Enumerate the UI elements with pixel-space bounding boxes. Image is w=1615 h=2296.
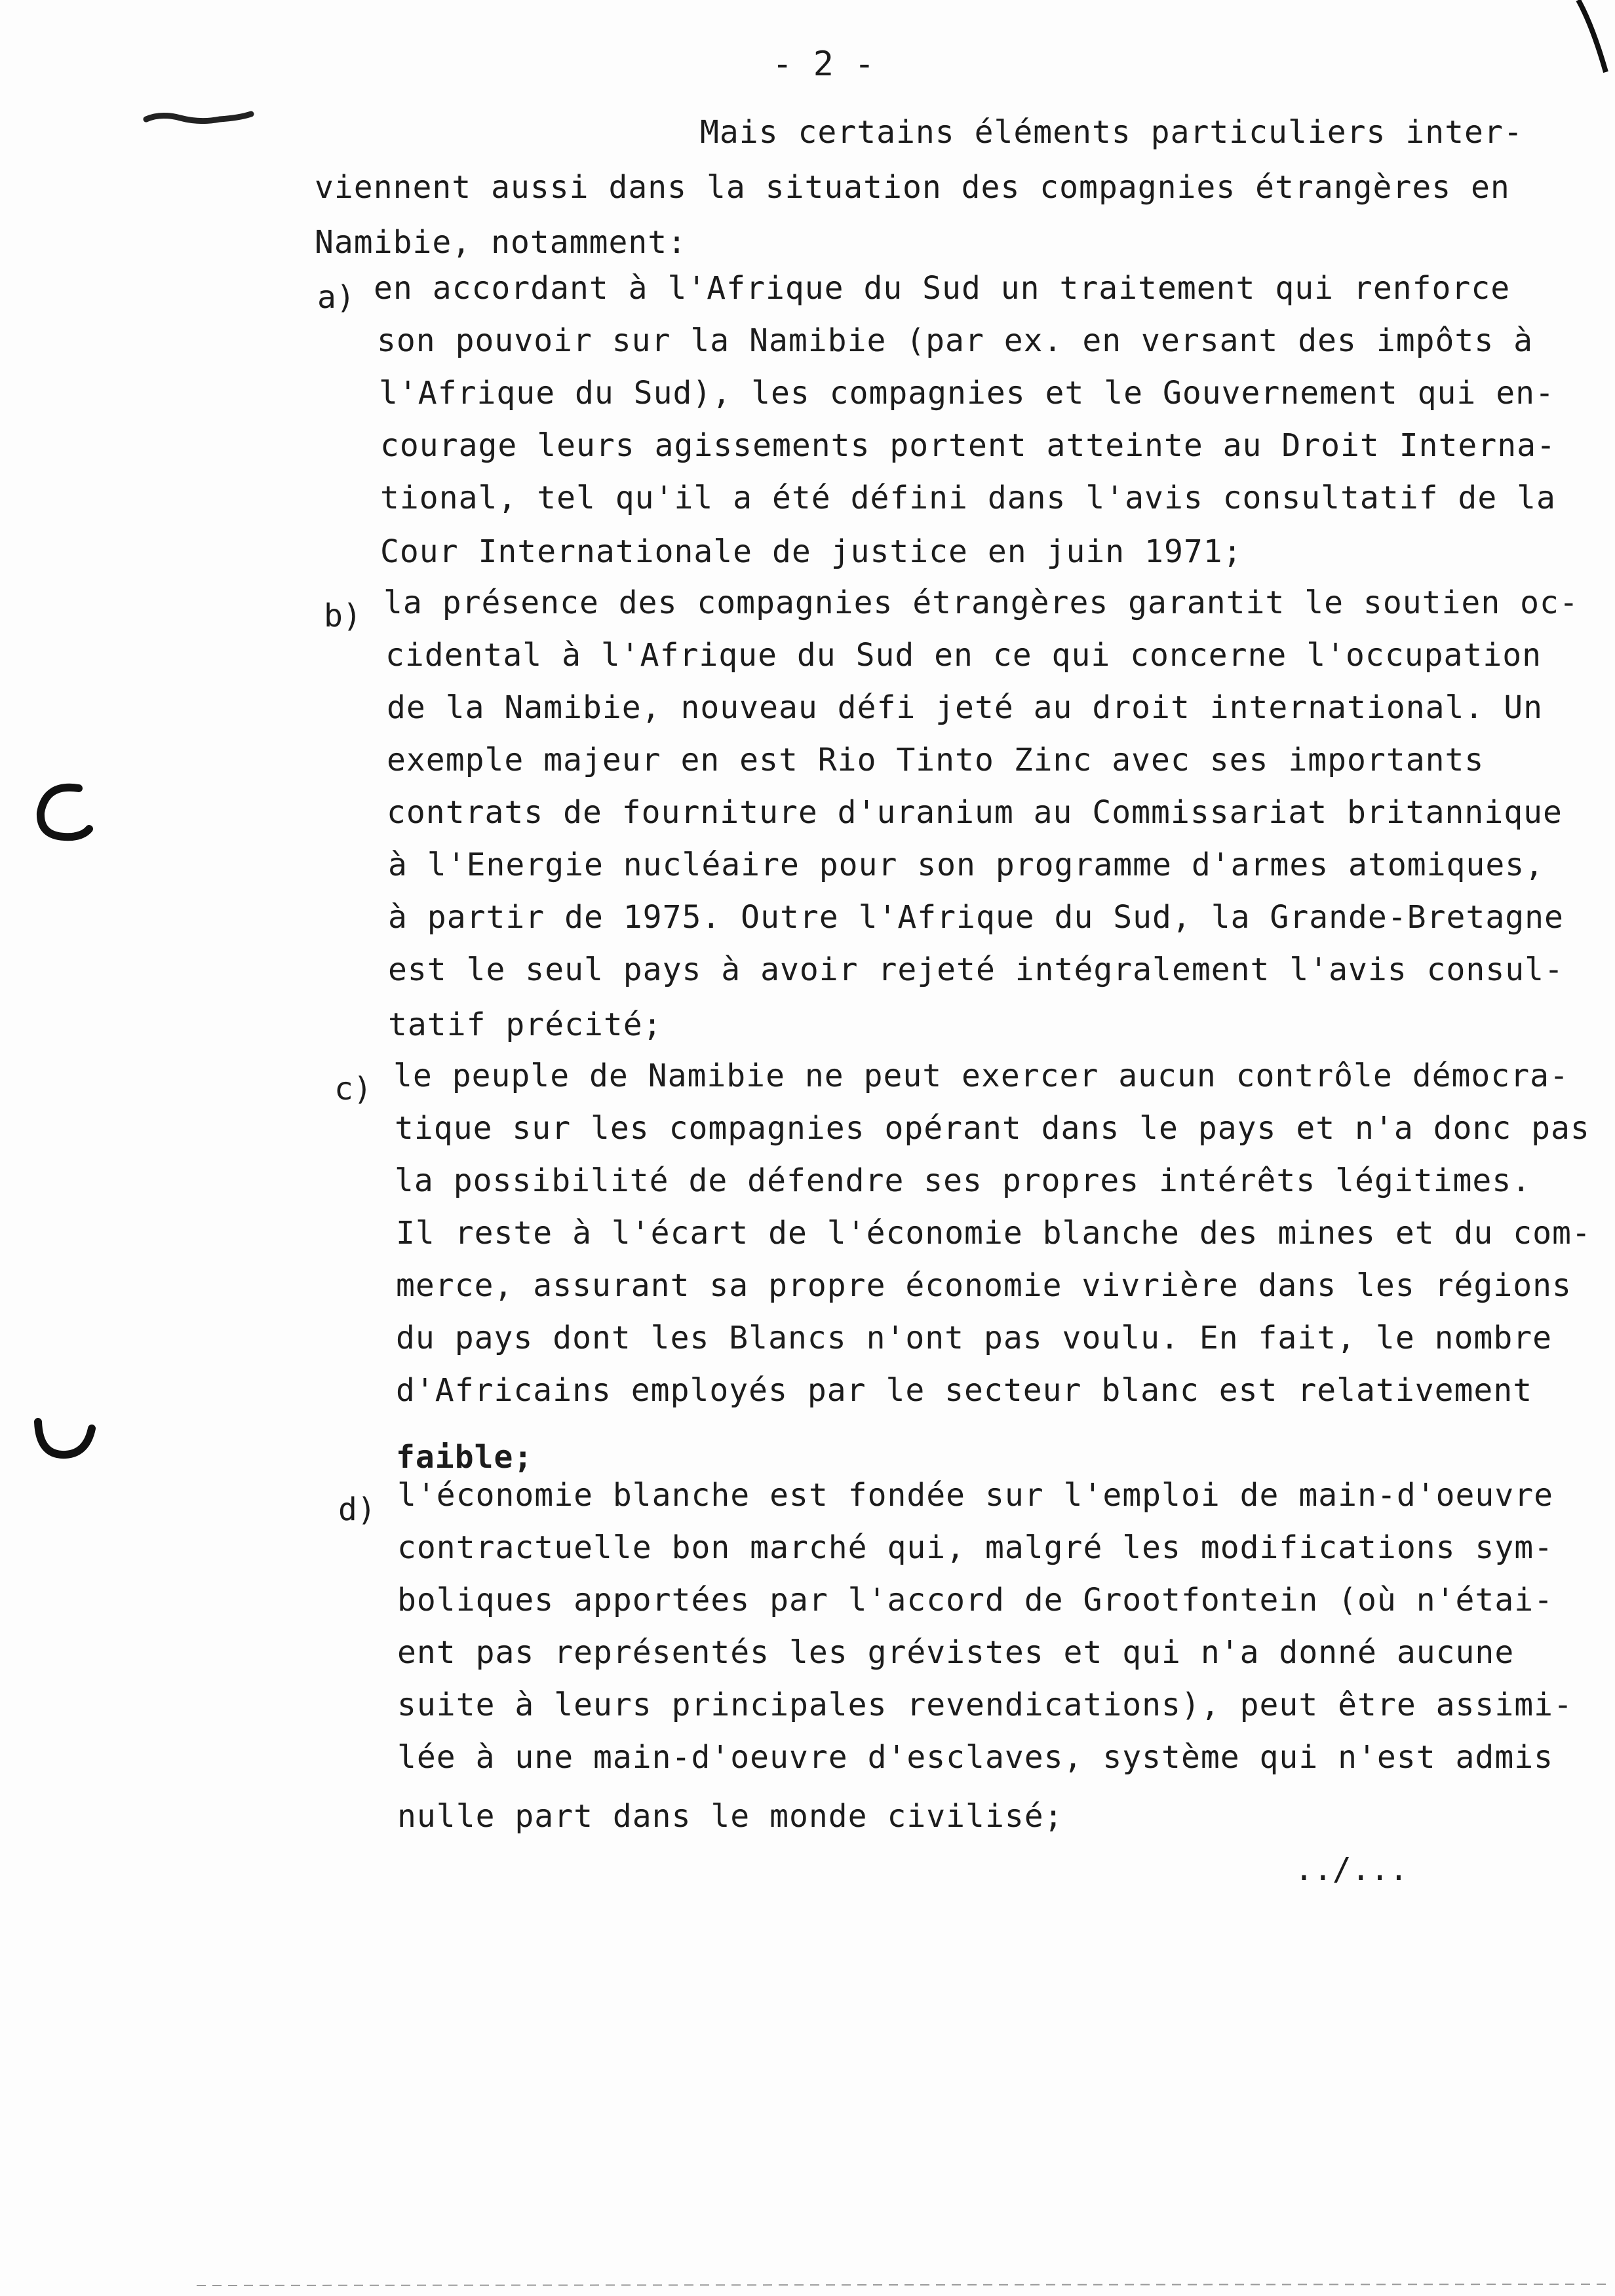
punch-hole-mark-lower bbox=[26, 1402, 98, 1468]
item-b-line-7: à partir de 1975. Outre l'Afrique du Sud, la Grande-Bretagne bbox=[388, 899, 1564, 936]
item-b-line-3: de la Namibie, nouveau défi jeté au droit international. Un bbox=[387, 689, 1544, 726]
item-b-label: b) bbox=[324, 598, 362, 634]
item-c-label: c) bbox=[334, 1071, 372, 1107]
pen-mark-top-left bbox=[141, 105, 259, 131]
item-c-line-8: faible; bbox=[396, 1439, 534, 1476]
item-d-label: d) bbox=[338, 1491, 376, 1528]
item-c-line-3: la possibilité de défendre ses propres intérêts légitimes. bbox=[395, 1162, 1532, 1199]
item-d-line-2: contractuelle bon marché qui, malgré les modifications sym- bbox=[397, 1529, 1554, 1566]
item-d-line-7: nulle part dans le monde civilisé; bbox=[397, 1798, 1064, 1835]
item-d-line-3: boliques apportées par l'accord de Grootfontein (où n'étai- bbox=[397, 1582, 1554, 1618]
item-b-line-2: cidental à l'Afrique du Sud en ce qui concerne l'occupation bbox=[385, 637, 1542, 674]
item-b-line-1: la présence des compagnies étrangères garantit le soutien oc- bbox=[383, 584, 1579, 621]
item-c-line-6: du pays dont les Blancs n'ont pas voulu. En fait, le nombre bbox=[396, 1320, 1553, 1356]
item-b-line-8: est le seul pays à avoir rejeté intégralement l'avis consul- bbox=[388, 951, 1564, 988]
item-c-line-5: merce, assurant sa propre économie vivrière dans les régions bbox=[396, 1267, 1572, 1304]
intro-line-3: Namibie, notamment: bbox=[315, 224, 688, 261]
item-d-line-1: l'économie blanche est fondée sur l'emploi de main-d'oeuvre bbox=[397, 1477, 1554, 1514]
continuation-marker: ../... bbox=[1294, 1851, 1409, 1888]
item-c-line-1: le peuple de Namibie ne peut exercer aucun contrôle démocra- bbox=[393, 1058, 1569, 1094]
item-a-line-3: l'Afrique du Sud), les compagnies et le Gouvernement qui en- bbox=[379, 375, 1555, 411]
item-b-line-9: tatif précité; bbox=[388, 1006, 663, 1043]
item-a-line-1: en accordant à l'Afrique du Sud un traitement qui renforce bbox=[374, 270, 1511, 307]
bottom-edge-noise bbox=[197, 2279, 1606, 2292]
item-a-label: a) bbox=[317, 279, 355, 316]
item-c-line-7: d'Africains employés par le secteur blanc est relativement bbox=[396, 1372, 1533, 1409]
item-d-line-4: ent pas représentés les grévistes et qui n'a donné aucune bbox=[397, 1634, 1515, 1671]
item-d-line-6: lée à une main-d'oeuvre d'esclaves, système qui n'est admis bbox=[397, 1739, 1554, 1776]
punch-hole-mark-upper bbox=[26, 776, 98, 849]
intro-line-1: Mais certains éléments particuliers inter- bbox=[700, 114, 1523, 151]
page-edge-shadow bbox=[1573, 0, 1615, 79]
item-b-line-5: contrats de fourniture d'uranium au Commissariat britannique bbox=[387, 794, 1563, 831]
item-a-line-2: son pouvoir sur la Namibie (par ex. en versant des impôts à bbox=[377, 322, 1534, 359]
item-b-line-4: exemple majeur en est Rio Tinto Zinc avec ses importants bbox=[387, 742, 1485, 778]
page-number: - 2 - bbox=[772, 45, 875, 84]
item-c-line-2: tique sur les compagnies opérant dans le pays et n'a donc pas bbox=[395, 1110, 1590, 1147]
item-d-line-5: suite à leurs principales revendications), peut être assimi- bbox=[397, 1687, 1573, 1723]
item-a-line-5: tional, tel qu'il a été défini dans l'avis consultatif de la bbox=[380, 480, 1556, 516]
item-c-line-4: Il reste à l'écart de l'économie blanche des mines et du com- bbox=[396, 1215, 1591, 1252]
item-a-line-4: courage leurs agissements portent atteinte au Droit Interna- bbox=[380, 427, 1556, 464]
item-b-line-6: à l'Energie nucléaire pour son programme d'armes atomiques, bbox=[388, 847, 1545, 883]
intro-line-2: viennent aussi dans la situation des compagnies étrangères en bbox=[315, 169, 1510, 206]
item-a-line-6: Cour Internationale de justice en juin 1971; bbox=[380, 533, 1243, 570]
